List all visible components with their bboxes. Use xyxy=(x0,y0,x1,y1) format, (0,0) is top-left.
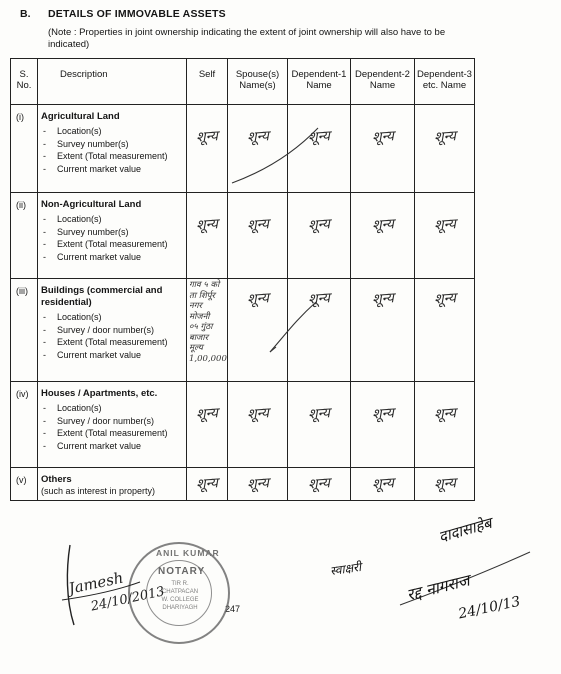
section-title: DETAILS OF IMMOVABLE ASSETS xyxy=(48,8,226,20)
cell-self xyxy=(187,279,228,382)
signature-left-date: 24/10/2013 xyxy=(89,584,166,615)
row-description xyxy=(38,279,187,382)
cell-self xyxy=(187,105,228,193)
handwritten-nil: शून्य xyxy=(195,475,219,493)
table-row xyxy=(11,279,475,382)
signature-left-name: Jamesh xyxy=(66,568,125,598)
row-item: - Current market value xyxy=(41,252,184,264)
table-row xyxy=(11,193,475,279)
header-dependent-2: Dependent-2 Name xyxy=(351,59,415,105)
handwritten-line: मूल्य xyxy=(189,343,203,353)
cell-dependent-2 xyxy=(351,193,415,279)
header-sno: S. No. xyxy=(11,59,38,105)
handwritten-line: ०५ गुंठा xyxy=(189,322,213,332)
row-sno: (v) xyxy=(11,468,38,501)
cell-spouse xyxy=(228,105,288,193)
cell-dependent-3 xyxy=(415,279,475,382)
row-item: - Current market value xyxy=(41,441,184,453)
row-item: - Location(s) xyxy=(41,126,184,138)
handwritten-nil: शून्य xyxy=(246,475,269,493)
row-category: Non-Agricultural Land xyxy=(41,199,142,210)
handwritten-line: मोजनी xyxy=(189,311,210,322)
row-item: - Location(s) xyxy=(41,403,184,415)
handwritten-line: बाजार xyxy=(189,332,209,343)
row-category: Buildings (commercial and residential) xyxy=(41,285,163,308)
immovable-assets-table xyxy=(10,58,475,501)
row-item: - Extent (Total measurement) xyxy=(41,239,184,251)
cell-self xyxy=(187,193,228,279)
cell-spouse xyxy=(228,468,288,501)
handwritten-nil: शून्य xyxy=(371,405,394,423)
handwritten-nil: शून्य xyxy=(246,405,269,423)
row-item: - Location(s) xyxy=(41,312,184,324)
stamp-details xyxy=(160,580,200,612)
handwritten-line: नगर xyxy=(189,301,202,311)
row-item: - Extent (Total measurement) xyxy=(41,428,184,440)
header-dependent-3: Dependent-3 etc. Name xyxy=(415,59,475,105)
cell-dependent-1 xyxy=(288,193,351,279)
page-number: 247 xyxy=(225,604,241,614)
cell-dependent-2 xyxy=(351,468,415,501)
cell-dependent-3 xyxy=(415,382,475,468)
handwritten-nil: शून्य xyxy=(307,475,331,493)
handwritten-nil: शून्य xyxy=(195,405,219,423)
signature-right-line2: रद्द नागराज xyxy=(404,570,472,605)
row-category: Agricultural Land xyxy=(41,111,120,122)
table-row xyxy=(11,105,475,193)
row-sno: (iv) xyxy=(11,382,38,468)
stamp-line: DHARIYAGH xyxy=(162,605,198,611)
row-sno: (i) xyxy=(11,105,38,193)
row-description xyxy=(38,382,187,468)
handwritten-nil: शून्य xyxy=(433,290,456,308)
handwritten-nil: शून्य xyxy=(371,475,394,493)
row-item: - Survey number(s) xyxy=(41,139,184,151)
cell-dependent-1 xyxy=(288,468,351,501)
cell-dependent-1 xyxy=(288,105,351,193)
handwritten-nil: शून्य xyxy=(371,128,394,146)
cell-dependent-1 xyxy=(288,382,351,468)
cell-dependent-2 xyxy=(351,279,415,382)
stamp-line: W. COLLEGE xyxy=(161,597,199,603)
stamp-line: TIR R. xyxy=(171,581,189,587)
row-item: - Survey / door number(s) xyxy=(41,325,184,337)
row-item: - Current market value xyxy=(41,164,184,176)
header-dependent-1: Dependent-1 Name xyxy=(288,59,351,105)
handwritten-nil: शून्य xyxy=(307,216,331,234)
signature-right xyxy=(330,508,550,648)
cell-dependent-3 xyxy=(415,105,475,193)
handwritten-nil: शून्य xyxy=(307,290,331,308)
row-sno: (iii) xyxy=(11,279,38,382)
section-note: (Note : Properties in joint ownership indicating the extent of joint ownership will also have to be indicated) xyxy=(48,27,446,50)
handwritten-nil: शून्य xyxy=(195,128,219,146)
row-note: (such as interest in property) xyxy=(41,486,156,496)
handwritten-nil: शून्य xyxy=(307,128,331,146)
handwritten-line: गाव ५ को xyxy=(189,280,220,290)
handwritten-line: 1,00,000 xyxy=(189,353,227,364)
cell-self xyxy=(187,468,228,501)
row-item: - Survey / door number(s) xyxy=(41,416,184,428)
cell-dependent-2 xyxy=(351,382,415,468)
header-description: Description xyxy=(38,59,187,105)
handwritten-line: ता शिर्पूर xyxy=(189,290,216,301)
cell-dependent-3 xyxy=(415,468,475,501)
cell-spouse xyxy=(228,193,288,279)
stamp-title: NOTARY xyxy=(158,566,206,577)
handwritten-nil: शून्य xyxy=(433,405,456,423)
handwritten-nil: शून्य xyxy=(433,475,456,493)
signature-label: स्वाक्षरी xyxy=(329,559,362,579)
table-row xyxy=(11,468,475,501)
handwritten-nil: शून्य xyxy=(307,405,331,423)
section-letter: B. xyxy=(20,8,31,20)
cell-dependent-2 xyxy=(351,105,415,193)
row-category: Houses / Apartments, etc. xyxy=(41,388,158,399)
stamp-name: ANIL KUMAR xyxy=(156,548,220,558)
cell-dependent-1 xyxy=(288,279,351,382)
signature-right-name: दादासाहेब xyxy=(436,513,494,547)
handwritten-nil: शून्य xyxy=(246,128,269,146)
row-category: Others xyxy=(41,474,72,485)
row-description xyxy=(38,193,187,279)
row-sno: (ii) xyxy=(11,193,38,279)
row-item: - Extent (Total measurement) xyxy=(41,151,184,163)
table-row xyxy=(11,382,475,468)
row-item: - Extent (Total measurement) xyxy=(41,337,184,349)
cell-spouse xyxy=(228,279,288,382)
handwritten-nil: शून्य xyxy=(433,128,456,146)
handwritten-nil: शून्य xyxy=(246,290,269,308)
row-description xyxy=(38,468,187,501)
signature-right-date: 24/10/13 xyxy=(457,593,522,623)
cell-dependent-3 xyxy=(415,193,475,279)
row-item: - Current market value xyxy=(41,350,184,362)
handwritten-nil: शून्य xyxy=(246,216,269,234)
handwritten-nil: शून्य xyxy=(195,216,219,234)
handwritten-building-details xyxy=(189,280,226,364)
handwritten-nil: शून्य xyxy=(433,216,456,234)
header-self: Self xyxy=(187,59,228,105)
handwritten-nil: शून्य xyxy=(371,216,394,234)
handwritten-nil: शून्य xyxy=(371,290,394,308)
cell-self xyxy=(187,382,228,468)
stamp-line: CHATPACAN xyxy=(161,589,199,595)
cell-spouse xyxy=(228,382,288,468)
header-spouse: Spouse(s) Name(s) xyxy=(228,59,288,105)
header-row xyxy=(11,59,475,105)
row-description xyxy=(38,105,187,193)
row-item: - Survey number(s) xyxy=(41,227,184,239)
row-item: - Location(s) xyxy=(41,214,184,226)
